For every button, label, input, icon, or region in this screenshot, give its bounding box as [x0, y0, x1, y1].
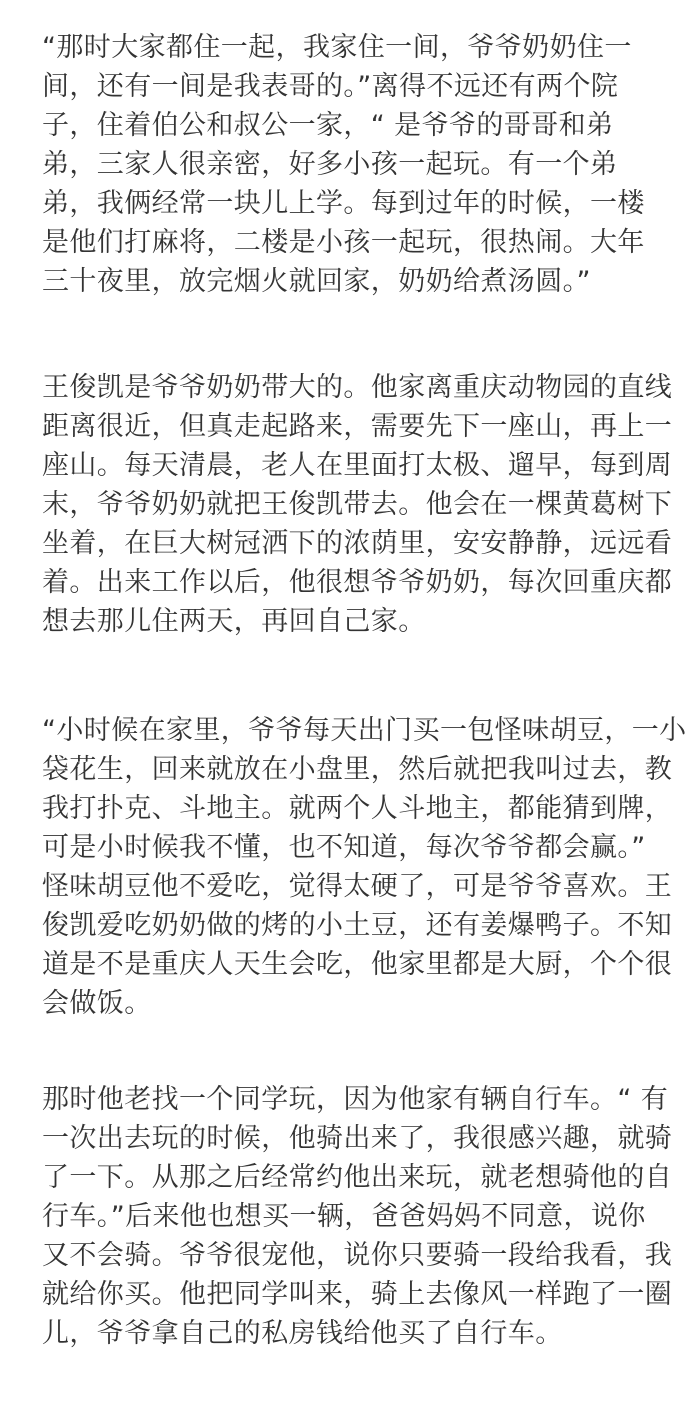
text-line: 距离很近，但真走起路来，需要先下一座山，再上一 [42, 411, 673, 442]
text-line: 道是不是重庆人天生会吃，他家里都是大厨，个个很 [42, 949, 673, 980]
text-line: 王俊凯是爷爷奶奶带大的。他家离重庆动物园的直线 [42, 372, 673, 403]
text-line: 是他们打麻将，二楼是小孩一起玩，很热闹。大年 [42, 227, 645, 258]
text-line: 一次出去玩的时候，他骑出来了，我很感兴趣，就骑 [42, 1123, 673, 1154]
text-line: 着。出来工作以后，他很想爷爷奶奶，每次回重庆都 [42, 567, 673, 598]
text-line: “那时大家都住一起，我家住一间，爷爷奶奶住一 [42, 32, 632, 63]
text-line: 间，还有一间是我表哥的。”离得不远还有两个院 [42, 71, 619, 102]
text-line: 那时他老找一个同学玩，因为他家有辆自行车。“ 有 [42, 1084, 669, 1115]
text-line: 弟，我俩经常一块儿上学。每到过年的时候，一楼 [42, 188, 645, 219]
text-line: 就给你买。他把同学叫来，骑上去像风一样跑了一圈 [42, 1279, 673, 1310]
text-line: 儿，爷爷拿自己的私房钱给他买了自行车。 [42, 1318, 563, 1349]
text-line: 三十夜里，放完烟火就回家，奶奶给煮汤圆。” [42, 266, 591, 297]
text-line: 可是小时候我不懂，也不知道，每次爷爷都会赢。” [42, 832, 646, 863]
text-line: 子，住着伯公和叔公一家，“ 是爷爷的哥哥和弟 [42, 110, 614, 141]
text-line: 会做饭。 [42, 988, 152, 1019]
text-line: 坐着，在巨大树冠洒下的浓荫里，安安静静，远远看 [42, 528, 673, 559]
text-line: “小时候在家里，爷爷每天出门买一包怪味胡豆，一小 [42, 715, 687, 746]
text-line: 末，爷爷奶奶就把王俊凯带去。他会在一棵黄葛树下 [42, 489, 673, 520]
text-line: 我打扑克、斗地主。就两个人斗地主，都能猜到牌， [42, 793, 673, 824]
text-line: 弟，三家人很亲密，好多小孩一起玩。有一个弟 [42, 149, 618, 180]
text-line: 怪味胡豆他不爱吃，觉得太硬了，可是爷爷喜欢。王 [42, 871, 673, 902]
text-line: 座山。每天清晨，老人在里面打太极、遛早，每到周 [42, 450, 673, 481]
text-line: 俊凯爱吃奶奶做的烤的小土豆，还有姜爆鸭子。不知 [42, 910, 673, 941]
text-line: 行车。”后来他也想买一辆，爸爸妈妈不同意，说你 [42, 1201, 646, 1232]
text-line: 了一下。从那之后经常约他出来玩，就老想骑他的自 [42, 1162, 673, 1193]
text-line: 想去那儿住两天，再回自己家。 [42, 606, 426, 637]
text-line: 又不会骑。爷爷很宠他，说你只要骑一段给我看，我 [42, 1240, 673, 1271]
text-line: 袋花生，回来就放在小盘里，然后就把我叫过去，教 [42, 754, 673, 785]
